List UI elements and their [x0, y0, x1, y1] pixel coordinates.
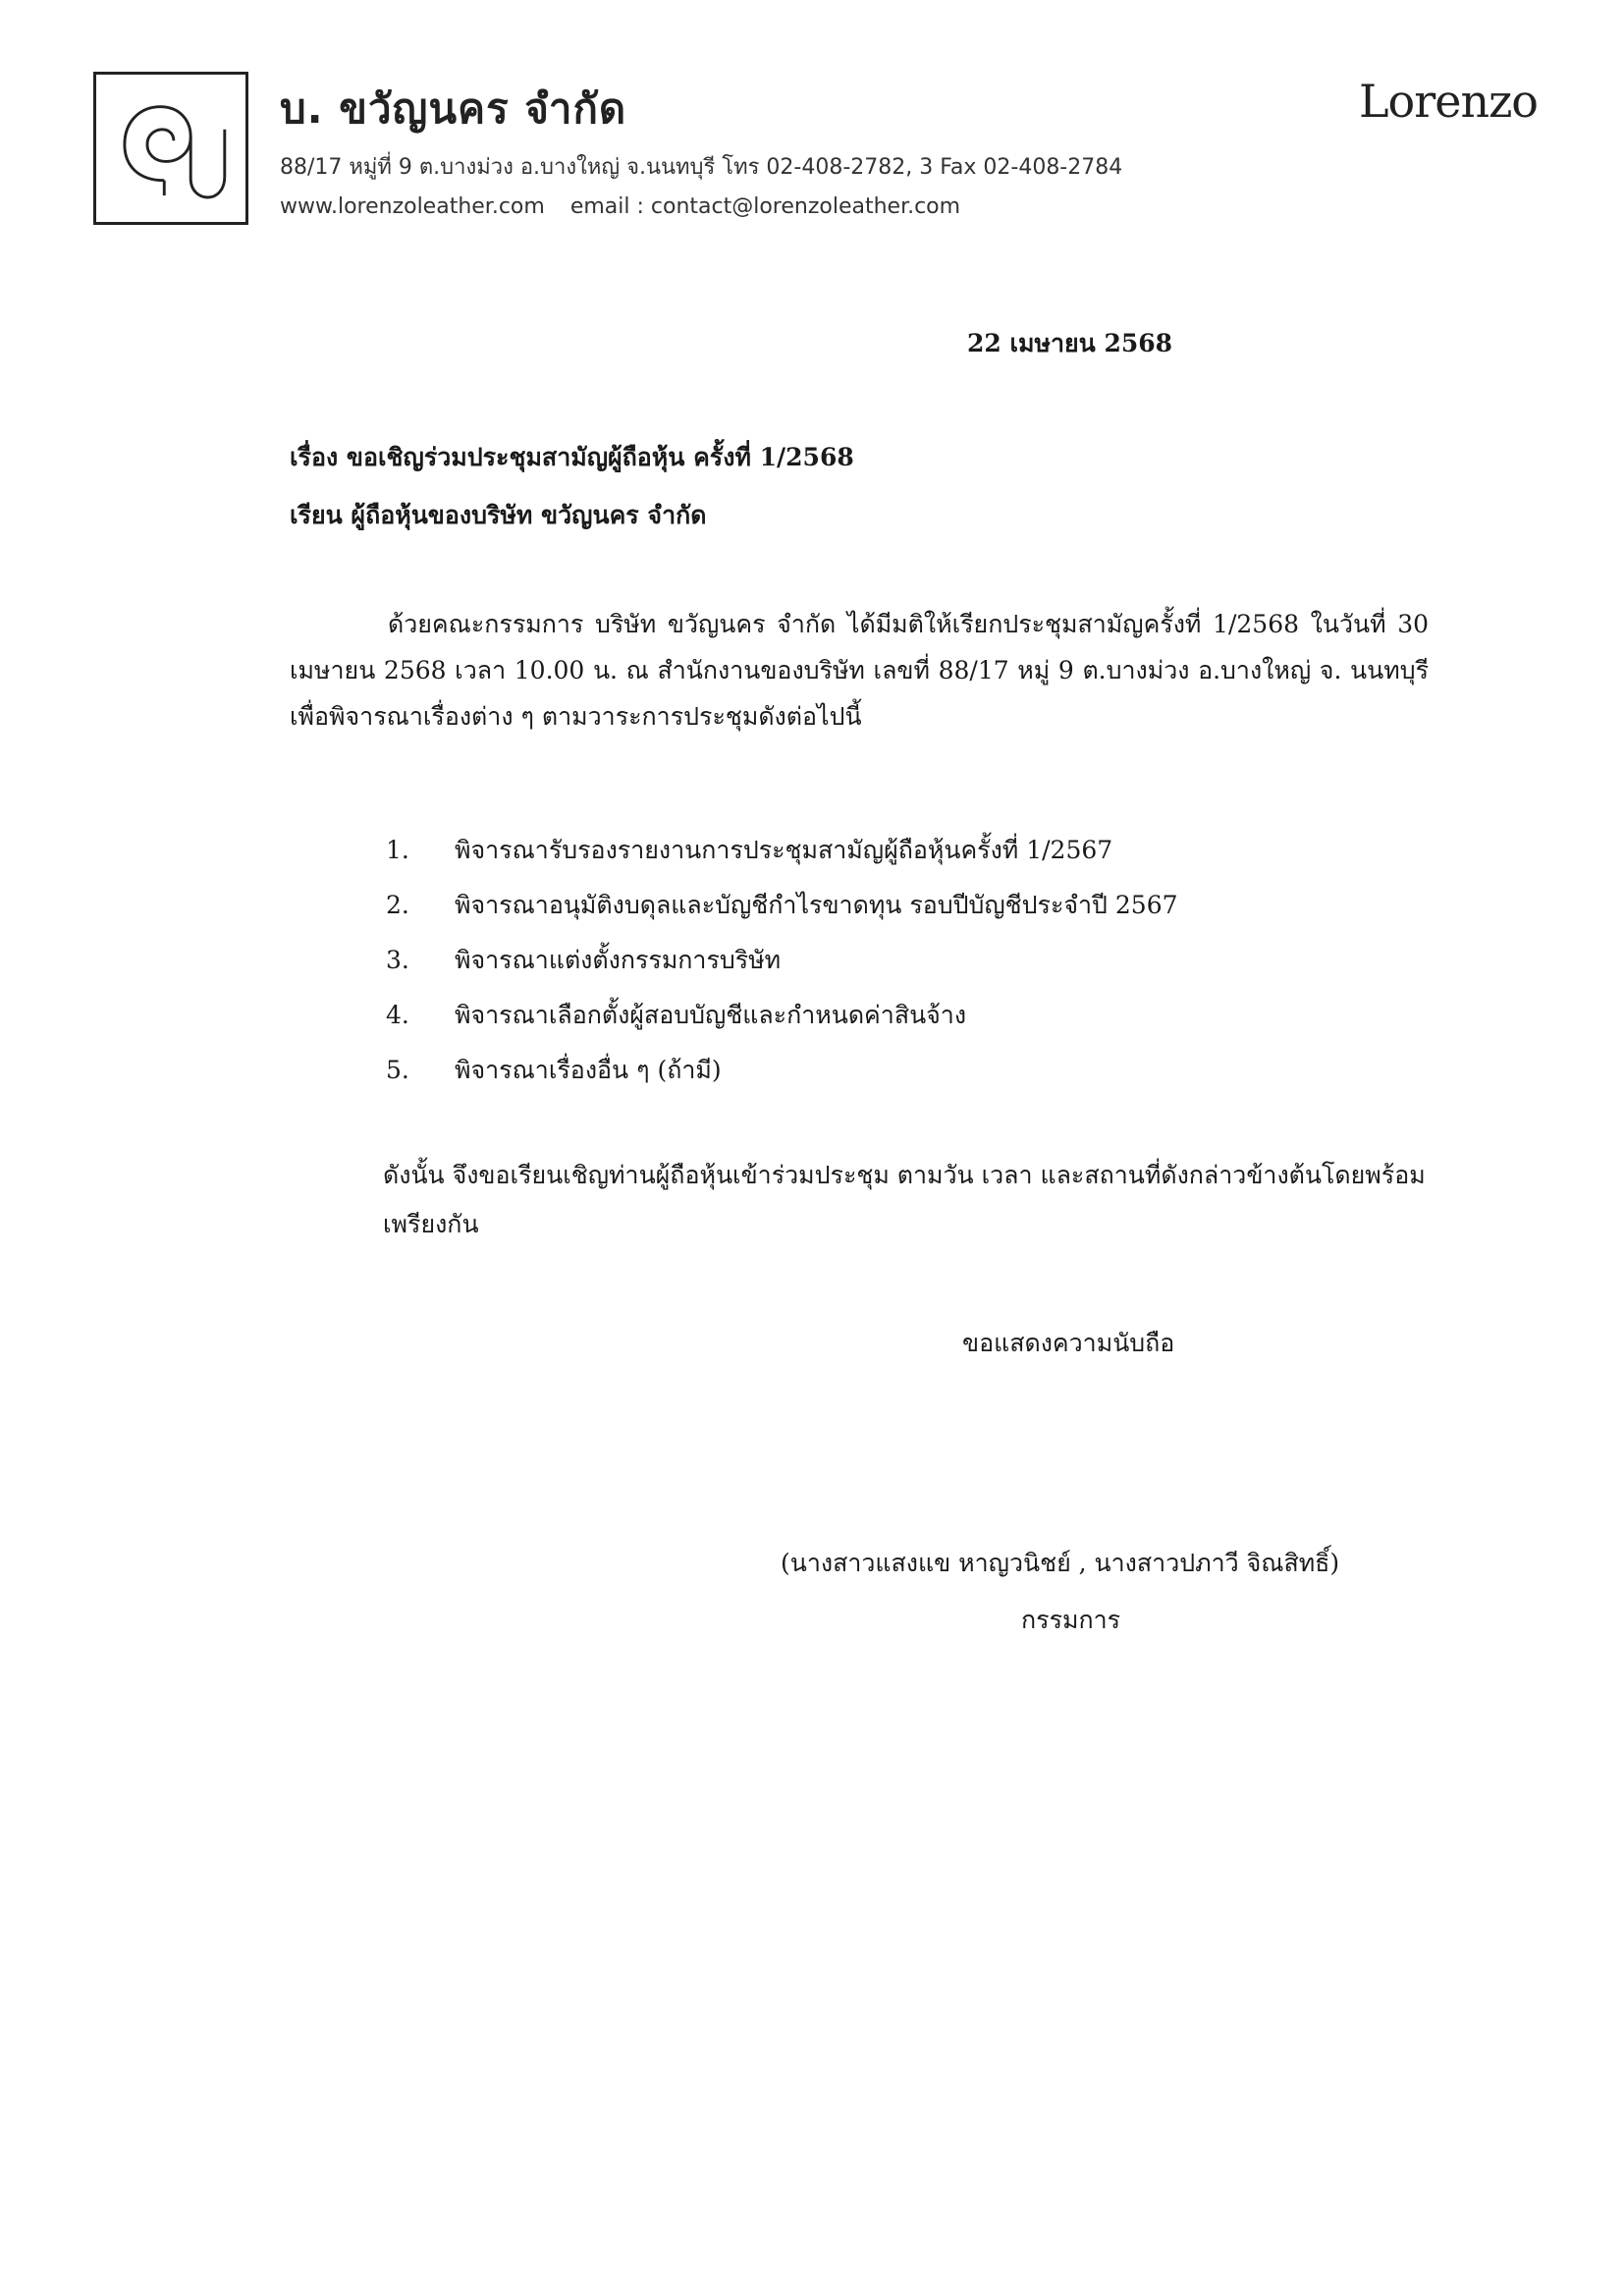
agenda-text: พิจารณาเลือกตั้งผู้สอบบัญชีและกำหนดค่าสินจ้าง: [455, 1001, 967, 1029]
agenda-item: [386, 933, 1178, 988]
agenda-text: พิจารณาเรื่องอื่น ๆ (ถ้ามี): [455, 1056, 722, 1084]
letter-salutation: เรียน ผู้ถือหุ้นของบริษัท ขวัญนคร จำกัด: [290, 501, 707, 529]
company-logo: [93, 72, 248, 225]
agenda-number: 1.: [386, 836, 409, 864]
intro-paragraph: ด้วยคณะกรรมการ บริษัท ขวัญนคร จำกัด ได้มีมติให้เรียกประชุมสามัญครั้งที่ 1/2568 ในวันที่ 30 เมษายน 2568 เวลา 10.00 น. ณ สำนักงานของบริษัท เลขที่ 88/17 หมู่ 9 ต.บางม่วง อ.บางใหญ่ จ. นนทบุรี เพื่อพิจารณาเรื่องต่าง ๆ ตามวาระการประชุมดังต่อไปนี้: [290, 610, 1429, 731]
agenda-item: [386, 988, 1178, 1043]
agenda-number: 2.: [386, 891, 409, 919]
company-name: บ. ขวัญนคร จำกัด: [280, 84, 627, 133]
contact-line: [280, 194, 960, 219]
letter-date: 22 เมษายน 2568: [967, 329, 1173, 357]
email-address[interactable]: email : contact@lorenzoleather.com: [569, 194, 961, 219]
logo-mark-icon: [96, 75, 245, 222]
closing-paragraph: ดังนั้น จึงขอเรียนเชิญท่านผู้ถือหุ้นเข้าร่วมประชุม ตามวัน เวลา และสถานที่ดังกล่าวข้างต้นโดยพร้อมเพรียงกัน: [383, 1161, 1426, 1238]
agenda-text: พิจารณาแต่งตั้งกรรมการบริษัท: [455, 946, 782, 974]
agenda-number: 5.: [386, 1056, 409, 1084]
letter-subject: เรื่อง ขอเชิญร่วมประชุมสามัญผู้ถือหุ้น ครั้งที่ 1/2568: [290, 443, 854, 471]
signer-position: กรรมการ: [1021, 1606, 1121, 1634]
closing-salutation: ขอแสดงความนับถือ: [962, 1329, 1175, 1357]
agenda-list: [386, 823, 1178, 1098]
agenda-item: [386, 878, 1178, 933]
agenda-text: พิจารณาอนุมัติงบดุลและบัญชีกำไรขาดทุน รอบปีบัญชีประจำปี 2567: [455, 891, 1178, 919]
website-link[interactable]: www.lorenzoleather.com: [280, 194, 545, 219]
agenda-item: [386, 823, 1178, 878]
agenda-text: พิจารณารับรองรายงานการประชุมสามัญผู้ถือหุ้นครั้งที่ 1/2567: [455, 836, 1113, 864]
brand-wordmark: Lorenzo: [1358, 75, 1538, 128]
agenda-number: 4.: [386, 1001, 409, 1029]
signer-names: (นางสาวแสงแข หาญวนิชย์ , นางสาวปภาวี จิณสิทธิ์): [781, 1549, 1340, 1577]
company-address: 88/17 หมู่ที่ 9 ต.บางม่วง อ.บางใหญ่ จ.นนทบุรี โทร 02-408-2782, 3 Fax 02-408-2784: [280, 155, 1123, 180]
agenda-number: 3.: [386, 946, 409, 974]
agenda-item: [386, 1043, 1178, 1098]
